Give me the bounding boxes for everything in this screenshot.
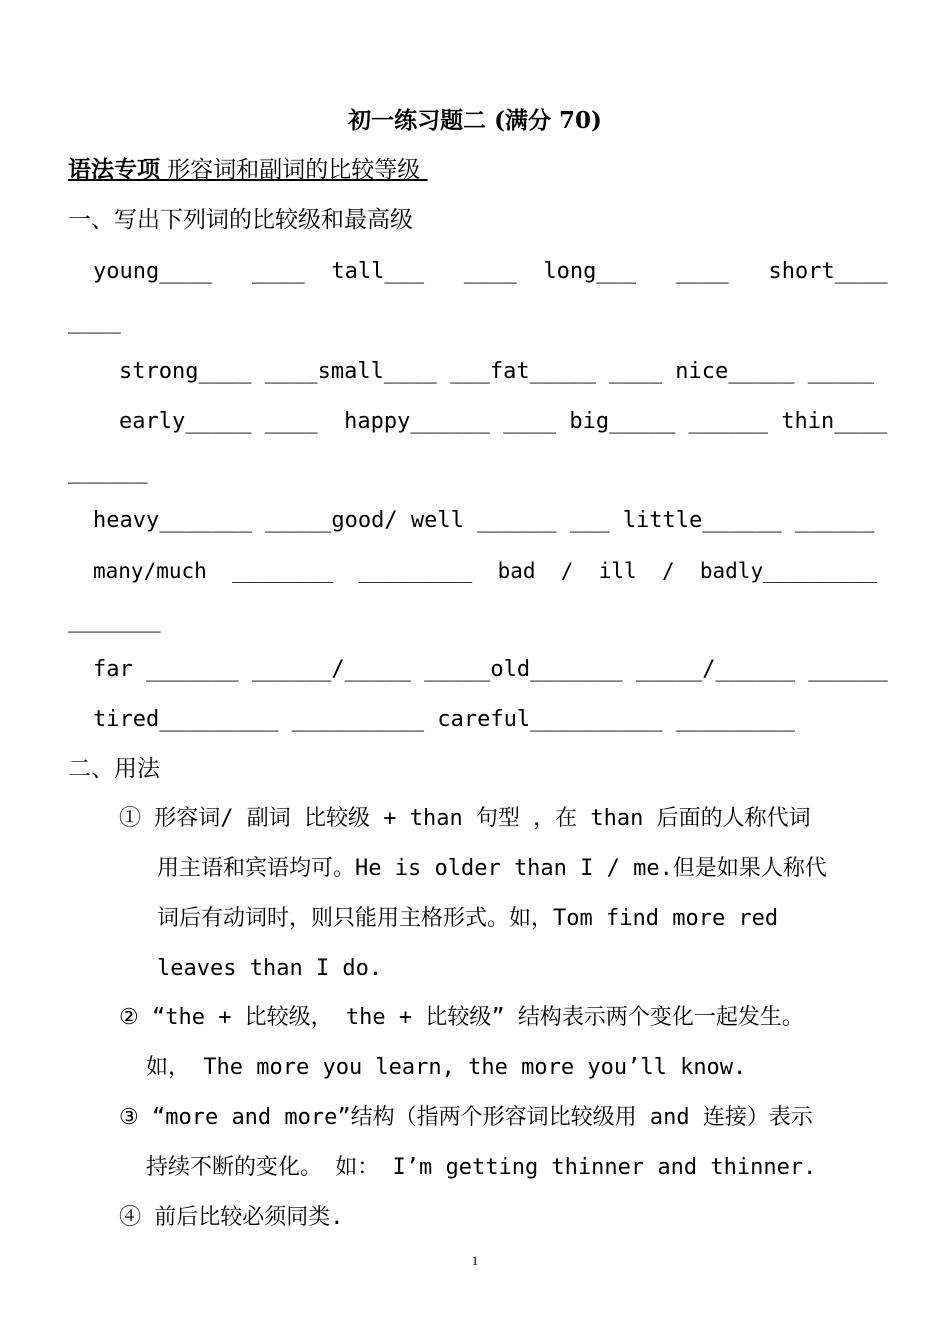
rule-line: leaves than I do.	[157, 956, 383, 981]
word-line: tired_________ __________ careful__________ _________	[93, 707, 795, 732]
rule-line: ② “the + 比较级， the + 比较级” 结构表示两个变化一起发生。	[119, 1005, 804, 1030]
rule-line: 如， The more you learn, the more you’ll know.	[146, 1055, 747, 1080]
rule-line: ④ 前后比较必须同类.	[119, 1205, 344, 1230]
grammar-heading	[68, 155, 428, 185]
page-title: 初一练习题二 (满分 70)	[348, 107, 602, 134]
word-line: strong____ ____small____ ___fat_____ ____ nice_____ _____	[119, 359, 874, 384]
rule-line: 用主语和宾语均可。He is older than I / me.但是如果人称代	[157, 856, 827, 881]
grammar-label: 语法专项	[68, 156, 160, 183]
word-line: ____	[68, 309, 121, 334]
rule-line: ① 形容词/ 副词 比较级 + than 句型 ，在 than 后面的人称代词	[119, 806, 811, 831]
word-line: _______	[68, 608, 161, 633]
word-line: many/much ________ _________ bad / ill / badly_________	[93, 559, 877, 583]
rule-line: 词后有动词时，则只能用主格形式。如，Tom find more red	[157, 906, 779, 931]
word-line: far _______ ______/_____ _____old_______ _____/______ ______	[93, 657, 888, 682]
word-line: young____ ____ tall___ ____ long___ ____ short____	[93, 259, 888, 284]
word-line: ______	[68, 459, 148, 484]
section2-heading: 二、用法	[68, 756, 160, 782]
rule-line: ③ “more and more”结构（指两个形容词比较级用 and 连接）表示	[119, 1105, 813, 1130]
grammar-topic: 形容词和副词的比较等级	[160, 157, 428, 183]
page-number: 1	[471, 1253, 479, 1268]
rule-line: 持续不断的变化。 如： I’m getting thinner and thinner.	[146, 1155, 817, 1180]
word-line: heavy_______ _____good/ well ______ ___ little______ ______	[93, 508, 875, 533]
word-line: early_____ ____ happy______ ____ big_____ ______ thin____	[119, 409, 888, 434]
section1-heading: 一、写出下列词的比较级和最高级	[68, 207, 413, 233]
